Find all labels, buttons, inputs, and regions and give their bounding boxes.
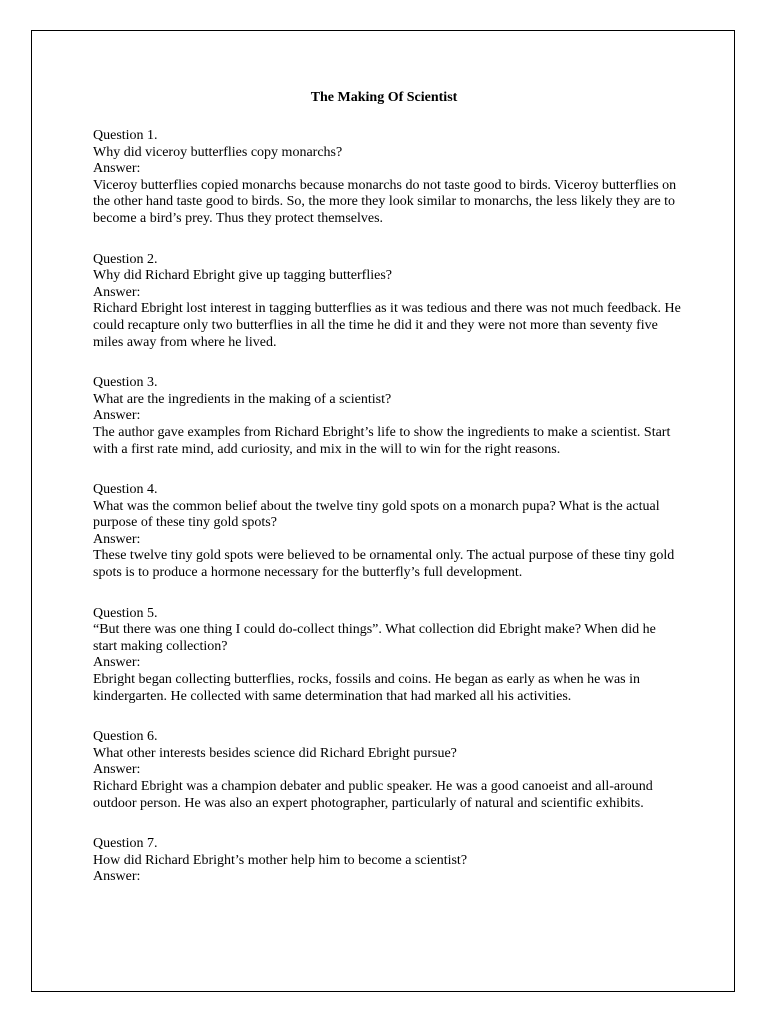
answer-label: Answer: (93, 531, 141, 547)
qa-block-3 (93, 375, 683, 458)
question-text: How did Richard Ebright’s mother help him to become a scientist? (93, 852, 468, 868)
question-label: Question 2. (93, 251, 158, 267)
answer-text: These twelve tiny gold spots were believed to be ornamental only. The actual purpose of these tiny gold spots is to produce a hormone necessary for the butterfly’s full development. (93, 548, 675, 581)
question-label: Question 7. (93, 836, 158, 852)
question-label: Question 3. (93, 375, 158, 391)
qa-block-6 (93, 729, 683, 812)
qa-block-1 (93, 128, 683, 228)
question-text: Why did Richard Ebright give up tagging butterflies? (93, 268, 392, 284)
answer-text: Ebright began collecting butterflies, rocks, fossils and coins. He began as early as when he was in kindergarten. He collected with same determination that had marked all his activities. (93, 672, 641, 704)
question-text: Why did viceroy butterflies copy monarchs? (93, 144, 343, 160)
question-text: What was the common belief about the twelve tiny gold spots on a monarch pupa? What is the actual purpose of these tiny gold spots? (93, 498, 660, 531)
qa-list (93, 128, 683, 910)
answer-text: Richard Ebright lost interest in tagging butterflies as it was tedious and there was not much feedback. He could recapture only two butterflies in all the time he did it and they were not more than seventy five miles away from where he lived. (93, 301, 681, 350)
answer-text: Richard Ebright was a champion debater and public speaker. He was a good canoeist and all-around outdoor person. He was also an expert photographer, particularly of natural and scientific exhibits. (93, 779, 653, 811)
answer-label: Answer: (93, 655, 141, 671)
qa-block-5 (93, 606, 683, 706)
qa-block-2 (93, 252, 683, 352)
answer-label: Answer: (93, 408, 141, 424)
qa-block-7 (93, 836, 683, 886)
answer-label: Answer: (93, 161, 141, 177)
answer-label: Answer: (93, 762, 141, 778)
question-label: Question 6. (93, 729, 158, 745)
answer-label: Answer: (93, 284, 141, 300)
question-text: What other interests besides science did Richard Ebright pursue? (93, 745, 457, 761)
question-text: “But there was one thing I could do-collect things”. What collection did Ebright make? When did he start making collection? (93, 622, 656, 654)
answer-text: Viceroy butterflies copied monarchs because monarchs do not taste good to birds. Viceroy butterflies on the other hand taste good to birds. So, the more they look similar to monarchs, the less likely they are to become a bird’s prey. Thus they protect themselves. (93, 177, 677, 226)
answer-label: Answer: (93, 869, 141, 885)
question-text: What are the ingredients in the making of a scientist? (93, 391, 392, 407)
document-title: The Making Of Scientist (310, 90, 458, 105)
question-label: Question 5. (93, 605, 158, 621)
answer-text: The author gave examples from Richard Ebright’s life to show the ingredients to make a scientist. Start with a first rate mind, add curiosity, and mix in the will to win for the right reasons. (93, 424, 671, 457)
question-label: Question 1. (93, 128, 158, 143)
qa-block-4 (93, 482, 683, 582)
question-label: Question 4. (93, 482, 158, 498)
